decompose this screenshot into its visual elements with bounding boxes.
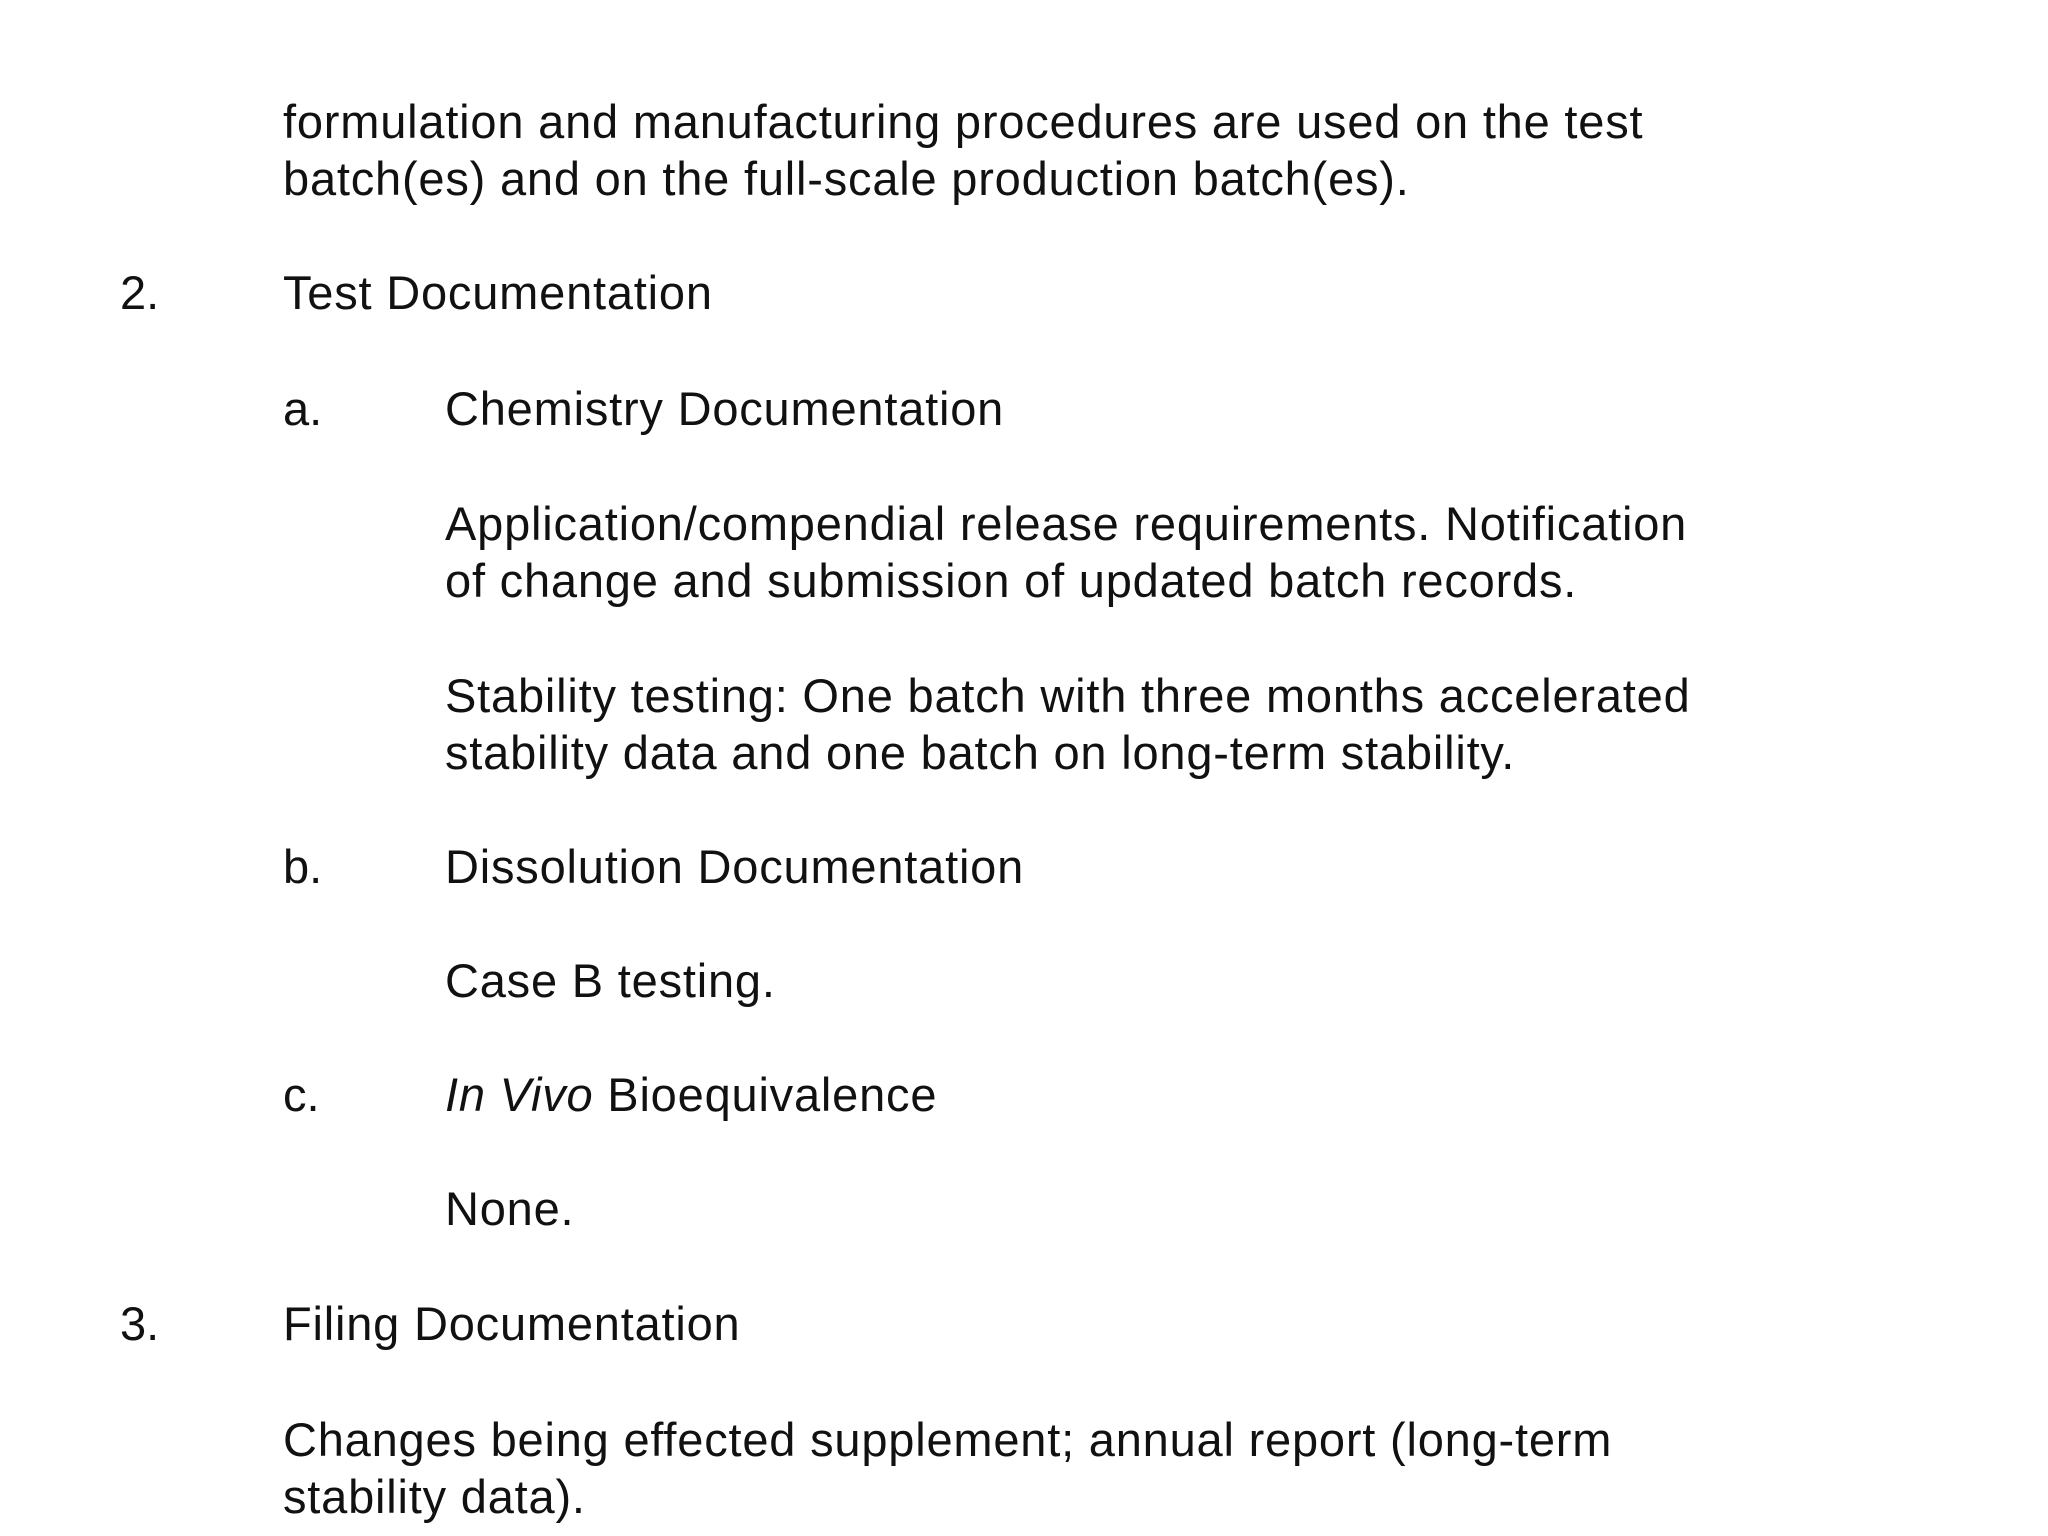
- section-3-heading: Filing Documentation: [283, 1297, 741, 1350]
- item-b-heading: Dissolution Documentation: [445, 840, 1025, 893]
- section-2-number: 2.: [120, 266, 160, 319]
- item-a-heading: Chemistry Documentation: [445, 382, 1005, 435]
- section-2-heading: Test Documentation: [283, 266, 713, 319]
- intro-line-1: formulation and manufacturing procedures are used on the test: [283, 95, 1644, 148]
- item-a-para1-line2: of change and submission of updated batch records.: [445, 554, 1578, 607]
- intro-line-2: batch(es) and on the full-scale production batch(es).: [283, 152, 1410, 205]
- item-b-marker: b.: [283, 840, 323, 893]
- section-3-body-line1: Changes being effected supplement; annual report (long-term: [283, 1413, 1613, 1466]
- item-a-marker: a.: [283, 382, 323, 435]
- item-c-heading-italic: In Vivo: [445, 1068, 594, 1121]
- item-b-body: Case B testing.: [445, 954, 776, 1007]
- item-c-heading-rest: Bioequivalence: [593, 1068, 938, 1121]
- item-c-marker: c.: [283, 1068, 320, 1121]
- item-a-para2-line2: stability data and one batch on long-term stability.: [445, 726, 1516, 779]
- section-3-body-line2: stability data).: [283, 1470, 586, 1523]
- section-3-number: 3.: [120, 1297, 160, 1350]
- item-a-para1-line1: Application/compendial release requirements. Notification: [445, 497, 1688, 550]
- item-a-para2-line1: Stability testing: One batch with three months accelerated: [445, 669, 1691, 722]
- item-c-body: None.: [445, 1182, 575, 1235]
- item-c-heading: [445, 1066, 937, 1123]
